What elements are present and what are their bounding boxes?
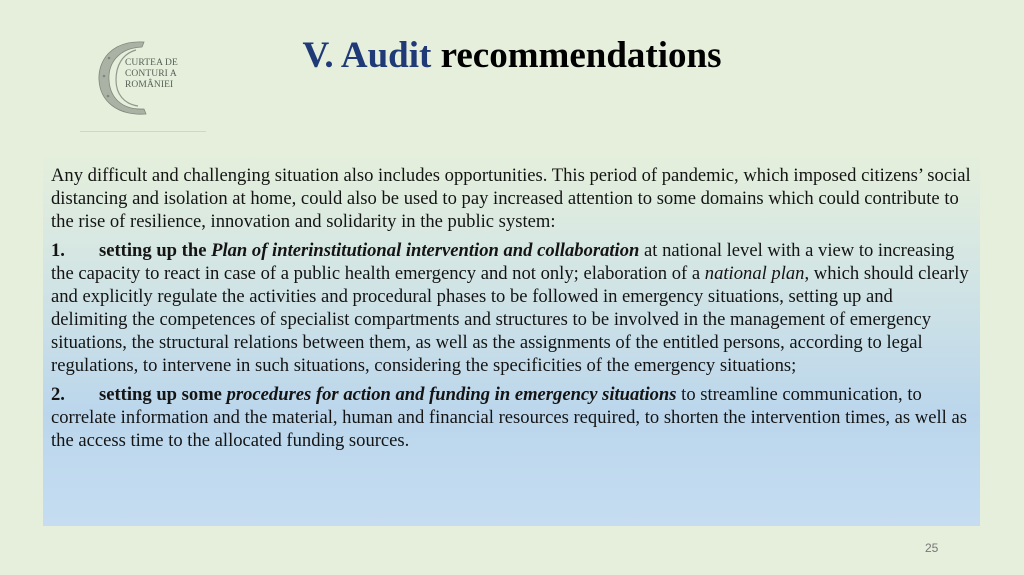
intro-paragraph: Any difficult and challenging situation also includes opportunities. This period of pandemic, which imposed citizens’ social distancing and isolation at home, could also be used to pay increased attention to some domains which could contribute to the rise of resilience, innovation and solidarity in the public system:	[51, 165, 971, 232]
item-1-italic: national plan	[704, 263, 805, 284]
slide-title-accent: V. Audit	[302, 35, 432, 76]
logo-line-3: ROMÂNIEI	[125, 80, 174, 90]
recommendation-item-1	[51, 239, 972, 377]
item-1-text-a: at national level with a view to increasing the capacity to react in case of a public health emergency and not only; elaboration of a	[51, 240, 955, 284]
slide-title-rest: recommendations	[440, 35, 722, 76]
logo-divider	[80, 131, 206, 132]
item-1-number: 1.	[51, 240, 65, 261]
page-number: 25	[925, 541, 939, 555]
content-panel	[43, 154, 980, 526]
item-2-number: 2.	[51, 384, 65, 405]
slide-title	[0, 34, 1024, 77]
item-2-text-a: to streamline communication, to correlate information and the material, human and financial resources required, to shorten the intervention times, as well as the access time to the allocated funding sources.	[51, 384, 967, 451]
item-1-bold-italic: Plan of interinstitutional intervention and collaboration	[211, 240, 640, 261]
recommendation-item-2	[51, 383, 972, 452]
logo-line-1: CURTEA DE	[125, 58, 178, 68]
item-2-bold-italic: procedures for action and funding in emergency situations	[226, 384, 677, 405]
item-1-text-b: , which should clearly and explicitly regulate the activities and procedural phases to be followed in emergency situations, setting up and delimiting the competences of specialist compartments and structures to be involved in the management of emergency situations, the structural relations between them, as well as the assignments of the entitled persons, according to legal regulations, to intervene in such situations, considering the specificities of the emergency situations;	[51, 263, 969, 376]
item-2-bold-lead: setting up some	[99, 384, 222, 405]
logo-line-2: CONTURI A	[125, 69, 177, 79]
item-1-bold-lead: setting up the	[99, 240, 207, 261]
